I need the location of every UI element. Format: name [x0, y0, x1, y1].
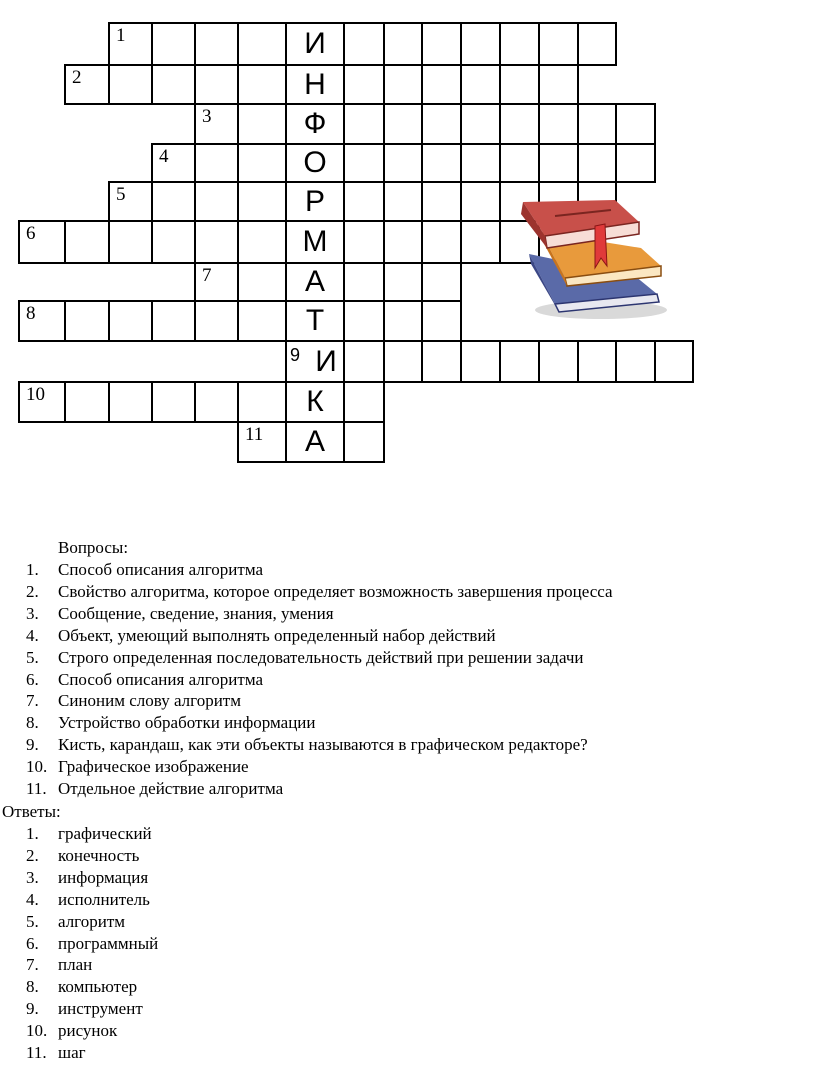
crossword-cell — [237, 22, 287, 66]
crossword-cell — [654, 340, 694, 383]
crossword-cell — [383, 300, 423, 342]
keyword-cell — [285, 300, 345, 342]
crossword-cell — [538, 64, 579, 105]
clue-number: 9 — [290, 345, 301, 365]
crossword-cell — [577, 103, 617, 145]
keyword-cell — [285, 262, 345, 302]
crossword-cell — [343, 340, 385, 383]
crossword-cell — [615, 340, 656, 383]
answers-section — [0, 801, 816, 1064]
crossword-cell — [194, 64, 239, 105]
crossword-cell — [151, 143, 196, 183]
item-text: информация — [58, 867, 149, 887]
crossword-cell — [343, 262, 385, 302]
keyword-letter: Н — [304, 67, 326, 101]
crossword-cell — [383, 340, 423, 383]
item-number: 3. — [26, 603, 39, 623]
crossword-cell — [237, 103, 287, 145]
item-text: план — [58, 955, 93, 975]
item-number: 10. — [26, 1021, 48, 1041]
crossword-cell — [237, 220, 287, 264]
crossword-cell — [343, 22, 385, 66]
answer-item — [0, 976, 816, 998]
crossword-cell — [18, 300, 66, 342]
crossword-cell — [383, 103, 423, 145]
crossword-cell — [577, 143, 617, 183]
clue-number: 10 — [26, 384, 45, 405]
questions-section — [0, 537, 816, 800]
item-number: 1. — [26, 824, 39, 843]
answer-item — [0, 911, 816, 933]
crossword-grid — [0, 0, 816, 470]
crossword-cell — [343, 421, 385, 463]
item-text: Кисть, карандаш, как эти объекты называются в графическом редакторе? — [58, 735, 588, 755]
crossword-cell — [460, 103, 501, 145]
keyword-letter: Р — [304, 184, 325, 218]
answer-item — [0, 998, 816, 1020]
item-text: программный — [58, 933, 159, 953]
questions-heading: Вопросы: — [58, 538, 129, 557]
answer-item — [0, 867, 816, 889]
crossword-cell — [194, 300, 239, 342]
crossword-cell — [151, 220, 196, 264]
crossword-cell — [499, 340, 540, 383]
crossword-cell — [237, 421, 287, 463]
question-item — [0, 690, 816, 712]
answer-item — [0, 1042, 816, 1064]
answer-item — [0, 889, 816, 911]
question-item — [0, 734, 816, 756]
crossword-cell — [421, 103, 462, 145]
question-item — [0, 712, 816, 734]
item-text: Свойство алгоритма, которое определяет возможность завершения процесса — [58, 581, 613, 601]
crossword-cell — [383, 22, 423, 66]
keyword-cell — [285, 22, 345, 66]
clue-number: 11 — [245, 424, 264, 445]
keyword-letter: Ф — [303, 107, 327, 140]
item-text: Способ описания алгоритма — [58, 669, 264, 689]
crossword-cell — [108, 300, 153, 342]
item-number: 9. — [26, 999, 39, 1019]
crossword-cell — [577, 22, 617, 66]
crossword-cell — [18, 381, 66, 423]
crossword-cell — [460, 143, 501, 183]
crossword-cell — [194, 143, 239, 183]
crossword-cell — [237, 300, 287, 342]
crossword-cell — [64, 300, 110, 342]
clue-number: 3 — [202, 106, 212, 127]
crossword-cell — [237, 143, 287, 183]
crossword-cell — [194, 262, 239, 302]
crossword-cell — [18, 220, 66, 264]
item-text: инструмент — [58, 999, 143, 1019]
answers-list — [0, 823, 816, 1064]
item-text: Строго определенная последовательность действий при решении задачи — [58, 647, 584, 667]
item-number: 6. — [26, 933, 39, 953]
question-item — [0, 669, 816, 691]
crossword-cell — [343, 220, 385, 264]
crossword-cell — [460, 22, 501, 66]
crossword-cell — [237, 262, 287, 302]
crossword-cell — [383, 64, 423, 105]
item-text: конечность — [58, 845, 140, 865]
crossword-cell — [421, 181, 462, 222]
crossword-cell — [194, 103, 239, 145]
crossword-cell — [108, 64, 153, 105]
item-number: 5. — [26, 911, 39, 931]
crossword-cell — [108, 181, 153, 222]
item-number: 3. — [26, 867, 39, 887]
books-stack-icon — [515, 192, 673, 322]
item-text: шаг — [58, 1043, 86, 1063]
item-number: 11. — [26, 779, 47, 799]
keyword-letter: О — [303, 146, 327, 179]
keyword-letter: А — [304, 265, 325, 298]
item-number: 8. — [26, 977, 39, 997]
crossword-cell — [151, 300, 196, 342]
clue-number: 2 — [72, 67, 82, 88]
crossword-cell — [383, 181, 423, 222]
crossword-cell — [237, 381, 287, 423]
answers-heading: Ответы: — [2, 802, 61, 821]
crossword-cell — [538, 143, 579, 183]
keyword-letter: М — [302, 225, 328, 258]
item-number: 6. — [26, 669, 39, 689]
crossword-cell — [577, 340, 617, 383]
crossword-cell — [460, 64, 501, 105]
answer-item — [0, 823, 816, 845]
crossword-cell — [343, 181, 385, 222]
crossword-cell — [108, 220, 153, 264]
question-item — [0, 603, 816, 625]
crossword-cell — [194, 381, 239, 423]
item-number: 11. — [26, 1043, 47, 1063]
item-number: 8. — [26, 713, 39, 733]
crossword-cell — [343, 300, 385, 342]
crossword-cell — [499, 143, 540, 183]
keyword-letter: И — [315, 344, 337, 378]
keyword-letter: Т — [305, 304, 325, 337]
item-text: Способ описания алгоритма — [58, 560, 264, 579]
crossword-cell — [343, 64, 385, 105]
keyword-cell — [285, 103, 345, 145]
keyword-cell — [285, 381, 345, 423]
keyword-cell — [285, 220, 345, 264]
crossword-cell — [538, 340, 579, 383]
crossword-cell — [421, 262, 462, 302]
item-text: исполнитель — [58, 889, 150, 909]
crossword-cell — [383, 220, 423, 264]
crossword-cell — [64, 381, 110, 423]
item-number: 2. — [26, 581, 39, 601]
crossword-cell — [237, 64, 287, 105]
item-number: 4. — [26, 625, 39, 645]
item-number: 4. — [26, 889, 39, 909]
clue-number: 4 — [159, 146, 169, 167]
crossword-cell — [151, 22, 196, 66]
crossword-cell — [194, 181, 239, 222]
item-text: графический — [58, 824, 152, 843]
item-text: Объект, умеющий выполнять определенный набор действий — [58, 625, 496, 645]
keyword-cell — [285, 421, 345, 463]
clue-number: 7 — [202, 265, 212, 286]
crossword-cell — [343, 143, 385, 183]
crossword-cell — [538, 103, 579, 145]
crossword-cell — [421, 220, 462, 264]
crossword-cell — [151, 64, 196, 105]
crossword-cell — [421, 340, 462, 383]
item-text: Графическое изображение — [58, 757, 249, 777]
keyword-cell — [285, 64, 345, 105]
keyword-letter: И — [304, 27, 326, 60]
crossword-cell — [499, 103, 540, 145]
crossword-cell — [538, 22, 579, 66]
keyword-letter: К — [306, 385, 324, 418]
question-item — [0, 625, 816, 647]
crossword-cell — [151, 181, 196, 222]
item-text: компьютер — [58, 977, 138, 997]
question-item — [0, 778, 816, 800]
crossword-cell — [421, 143, 462, 183]
questions-list — [0, 559, 816, 800]
crossword-cell — [615, 103, 656, 145]
item-number: 10. — [26, 757, 48, 777]
crossword-cell — [194, 220, 239, 264]
clue-number: 8 — [26, 303, 36, 324]
clue-number: 1 — [116, 25, 126, 46]
item-text: алгоритм — [58, 911, 126, 931]
crossword-cell — [615, 143, 656, 183]
question-item — [0, 756, 816, 778]
item-text: Синоним слову алгоритм — [58, 691, 241, 711]
item-number: 7. — [26, 955, 39, 975]
crossword-cell — [108, 381, 153, 423]
question-item — [0, 559, 816, 581]
crossword-cell — [383, 262, 423, 302]
crossword-cell — [460, 181, 501, 222]
clue-number: 6 — [26, 223, 36, 244]
item-number: 1. — [26, 560, 39, 579]
item-text: Сообщение, сведение, знания, умения — [58, 603, 334, 623]
crossword-cell — [194, 22, 239, 66]
answer-item — [0, 954, 816, 976]
crossword-cell — [460, 340, 501, 383]
answer-item — [0, 1020, 816, 1042]
keyword-cell — [285, 143, 345, 183]
keyword-cell — [285, 340, 345, 383]
crossword-cell — [383, 143, 423, 183]
crossword-cell — [499, 22, 540, 66]
clue-number: 5 — [116, 184, 126, 205]
crossword-cell — [421, 22, 462, 66]
item-text: Устройство обработки информации — [58, 713, 316, 733]
crossword-cell — [421, 300, 462, 342]
crossword-cell — [237, 181, 287, 222]
crossword-cell — [343, 103, 385, 145]
crossword-cell — [64, 220, 110, 264]
crossword-cell — [108, 22, 153, 66]
item-number: 7. — [26, 691, 39, 711]
crossword-cell — [64, 64, 110, 105]
crossword-cell — [421, 64, 462, 105]
crossword-cell — [151, 381, 196, 423]
item-number: 2. — [26, 845, 39, 865]
crossword-cell — [460, 220, 501, 264]
answer-item — [0, 933, 816, 955]
item-number: 9. — [26, 735, 39, 755]
crossword-cell — [343, 381, 385, 423]
item-text: Отдельное действие алгоритма — [58, 779, 284, 799]
keyword-cell — [285, 181, 345, 222]
question-item — [0, 647, 816, 669]
keyword-letter: А — [304, 425, 325, 458]
crossword-cell — [499, 64, 540, 105]
answer-item — [0, 845, 816, 867]
item-text: рисунок — [58, 1021, 118, 1041]
item-number: 5. — [26, 647, 39, 667]
question-item — [0, 581, 816, 603]
